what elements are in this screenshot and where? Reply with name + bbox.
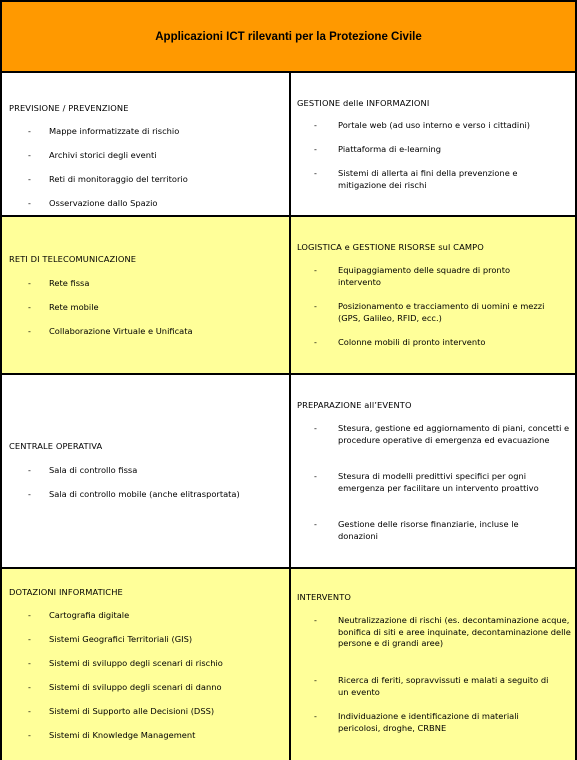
list-item: [28, 706, 215, 718]
list-item: [310, 120, 572, 132]
list-item: [310, 168, 555, 191]
bullet: -: [314, 145, 317, 154]
cell-intervento: [291, 569, 575, 760]
list-item: [310, 144, 572, 156]
bullet: -: [314, 424, 317, 433]
bullet: -: [28, 175, 31, 184]
item-text: Posizionamento e tracciamento di uomini e mezzi (GPS, Galileo, RFID, ecc.): [338, 301, 545, 323]
list-item: [28, 150, 157, 162]
list-item: [28, 658, 223, 670]
bullet: -: [314, 616, 317, 625]
item-text: Sala di controllo fissa: [49, 465, 138, 475]
bullet: -: [28, 731, 31, 740]
list-item: [310, 471, 572, 494]
bullet: -: [28, 611, 31, 620]
section-title: CENTRALE OPERATIVA: [9, 441, 103, 451]
list-item: [28, 489, 240, 501]
list-item: [310, 675, 560, 698]
table-header: [2, 2, 575, 73]
item-text: Sistemi di sviluppo degli scenari di rischio: [49, 658, 223, 668]
bullet: -: [28, 199, 31, 208]
bullet: -: [314, 302, 317, 311]
section-title: GESTIONE delle INFORMAZIONI: [297, 98, 430, 108]
bullet: -: [28, 327, 31, 336]
item-text: Reti di monitoraggio del territorio: [49, 174, 188, 184]
bullet: -: [314, 338, 317, 347]
item-text: Sistemi di sviluppo degli scenari di danno: [49, 682, 222, 692]
list-item: [28, 682, 222, 694]
item-text: Neutralizzazione di rischi (es. decontaminazione acque, bonifica di siti e aree inquinate, decontaminazione delle persone e di grandi aree): [338, 615, 571, 648]
list-item: [310, 615, 574, 650]
item-text: Osservazione dallo Spazio: [49, 198, 158, 208]
item-text: Ricerca di feriti, sopravvissuti e malati a seguito di un evento: [338, 675, 549, 697]
bullet: -: [314, 121, 317, 130]
cell-gestione: [291, 73, 575, 215]
item-text: Colonne mobili di pronto intervento: [338, 337, 486, 347]
cell-reti: [2, 217, 289, 373]
cell-previsione: [2, 73, 289, 215]
bullet: -: [314, 472, 317, 481]
section-title: PREPARAZIONE all’EVENTO: [297, 400, 412, 410]
item-text: Portale web (ad uso interno e verso i cittadini): [338, 120, 531, 130]
item-text: Sistemi Geografici Territoriali (GIS): [49, 634, 193, 644]
item-text: Individuazione e identificazione di materiali pericolosi, droghe, CRBNE: [338, 711, 519, 733]
item-text: Sistemi di Knowledge Management: [49, 730, 196, 740]
item-text: Equipaggiamento delle squadre di pronto intervento: [338, 265, 511, 287]
item-text: Sistemi di allerta ai fini della prevenzione e mitigazione dei rischi: [338, 168, 518, 190]
list-item: [28, 198, 158, 210]
bullet: -: [314, 676, 317, 685]
bullet: -: [28, 127, 31, 136]
bullet: -: [28, 151, 31, 160]
item-text: Rete fissa: [49, 278, 90, 288]
item-text: Stesura, gestione ed aggiornamento di piani, concetti e procedure operative di emergenza ed evacuazione: [338, 423, 570, 445]
bullet: -: [28, 707, 31, 716]
item-text: Mappe informatizzate di rischio: [49, 126, 180, 136]
cell-logistica: [291, 217, 575, 373]
list-item: [28, 730, 196, 742]
cell-dotazioni: [2, 569, 289, 760]
section-title: RETI DI TELECOMUNICAZIONE: [9, 254, 137, 264]
bullet: -: [28, 303, 31, 312]
section-title: LOGISTICA e GESTIONE RISORSE sul CAMPO: [297, 242, 484, 252]
list-item: [310, 265, 550, 288]
bullet: -: [28, 635, 31, 644]
item-text: Cartografia digitale: [49, 610, 130, 620]
list-item: [310, 337, 560, 349]
item-text: Rete mobile: [49, 302, 99, 312]
list-item: [28, 465, 138, 477]
list-item: [28, 326, 193, 338]
bullet: -: [28, 279, 31, 288]
item-text: Sistemi di Supporto alle Decisioni (DSS): [49, 706, 215, 716]
bullet: -: [314, 169, 317, 178]
item-text: Sala di controllo mobile (anche elitrasportata): [49, 489, 240, 499]
item-text: Gestione delle risorse finanziarie, incluse le donazioni: [338, 519, 519, 541]
bullet: -: [28, 683, 31, 692]
bullet: -: [28, 659, 31, 668]
bullet: -: [314, 712, 317, 721]
list-item: [28, 174, 188, 186]
item-text: Collaborazione Virtuale e Unificata: [49, 326, 193, 336]
bullet: -: [314, 266, 317, 275]
section-title: INTERVENTO: [297, 592, 351, 602]
section-title: DOTAZIONI INFORMATICHE: [9, 587, 123, 597]
list-item: [310, 301, 560, 324]
bullet: -: [28, 466, 31, 475]
section-title: PREVISIONE / PREVENZIONE: [9, 103, 129, 113]
cell-preparazione: [291, 375, 575, 567]
list-item: [310, 519, 555, 542]
list-item: [28, 302, 99, 314]
cell-centrale: [2, 375, 289, 567]
item-text: Archivi storici degli eventi: [49, 150, 157, 160]
list-item: [28, 126, 180, 138]
list-item: [310, 423, 572, 446]
table-title: Applicazioni ICT rilevanti per la Protezione Civile: [155, 30, 422, 43]
bullet: -: [28, 490, 31, 499]
item-text: Piattaforma di e-learning: [338, 144, 442, 154]
item-text: Stesura di modelli predittivi specifici per ogni emergenza per facilitare un intervento proattivo: [338, 471, 539, 493]
list-item: [28, 634, 193, 646]
bullet: -: [314, 520, 317, 529]
list-item: [310, 711, 550, 734]
list-item: [28, 610, 130, 622]
list-item: [28, 278, 90, 290]
